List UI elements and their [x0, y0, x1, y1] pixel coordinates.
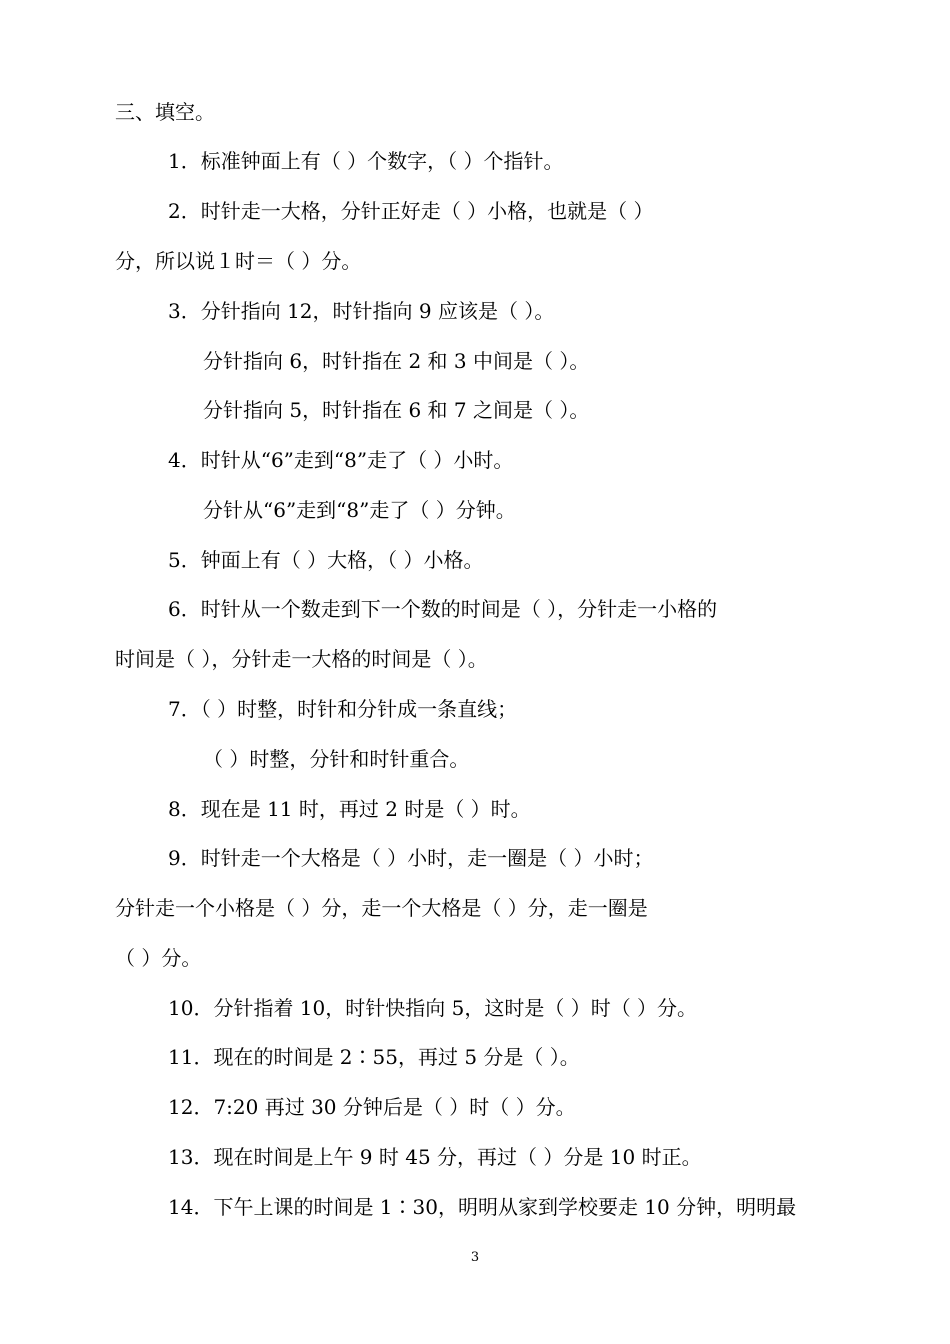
page-number: 3 — [470, 1250, 480, 1265]
question-3-line-3: 分针指向 5，时针指在 6 和 7 之间是（ ）。 — [203, 398, 590, 422]
question-3-line-2: 分针指向 6，时针指在 2 和 3 中间是（ ）。 — [203, 349, 590, 373]
question-7-line-1: 7．（ ）时整，时针和分针成一条直线； — [168, 697, 518, 721]
question-11: 11．现在的时间是 2∶55，再过 5 分是（ ）。 — [168, 1045, 580, 1069]
question-8: 8．现在是 11 时，再过 2 时是（ ）时。 — [168, 797, 531, 821]
question-4-line-1: 4．时针从“6”走到“8”走了（ ）小时。 — [168, 448, 514, 472]
question-2-line-2: 分，所以说１时＝（ ）分。 — [115, 249, 362, 273]
question-2-line-1: 2．时针走一大格，分针正好走（ ）小格，也就是（ ） — [168, 199, 654, 223]
section-title: 三、填空。 — [115, 100, 215, 124]
question-10: 10．分针指着 10，时针快指向 5，这时是（ ）时（ ）分。 — [168, 996, 698, 1020]
question-5: 5．钟面上有（ ）大格，（ ）小格。 — [168, 548, 484, 572]
question-6-line-2: 时间是（ ），分针走一大格的时间是（ ）。 — [115, 647, 488, 671]
question-7-line-2: （ ）时整，分针和时针重合。 — [203, 747, 470, 771]
question-6-line-1: 6．时针从一个数走到下一个数的时间是（ ），分针走一小格的 — [168, 597, 718, 621]
question-4-line-2: 分针从“6”走到“8”走了（ ）分钟。 — [203, 498, 516, 522]
question-14: 14．下午上课的时间是 1∶30，明明从家到学校要走 10 分钟，明明最 — [168, 1195, 797, 1219]
question-1: 1．标准钟面上有（ ）个数字，（ ）个指针。 — [168, 149, 564, 173]
question-9-line-2: 分针走一个小格是（ ）分，走一个大格是（ ）分，走一圈是 — [115, 896, 648, 920]
question-9-line-1: 9．时针走一个大格是（ ）小时，走一圈是（ ）小时； — [168, 846, 654, 870]
question-13: 13．现在时间是上午 9 时 45 分，再过（ ）分是 10 时正。 — [168, 1145, 702, 1169]
question-9-line-3: （ ）分。 — [115, 946, 202, 970]
question-3-line-1: 3．分针指向 12，时针指向 9 应该是（ ）。 — [168, 299, 555, 323]
question-12: 12．7:20 再过 30 分钟后是（ ）时（ ）分。 — [168, 1095, 576, 1119]
